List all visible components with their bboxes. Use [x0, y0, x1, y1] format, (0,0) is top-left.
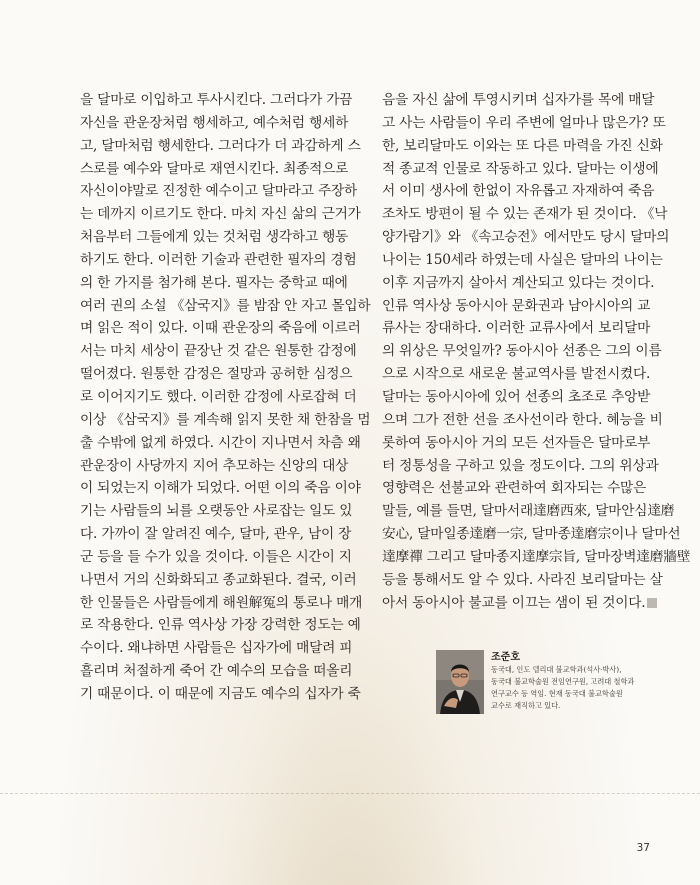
- text-line: 자신을 관운장처럼 행세하고, 예수처럼 행세하: [80, 114, 349, 131]
- text-line: 등을 통해서도 알 수 있다. 사라진 보리달마는 살: [382, 571, 663, 588]
- text-line: 는 데까지 이르기도 한다. 마치 자신 삶의 근거가: [80, 206, 361, 223]
- author-info: [491, 651, 661, 712]
- text-line: 처음부터 그들에게 있는 것처럼 생각하고 행동: [80, 229, 349, 246]
- article-column-right: [382, 89, 691, 614]
- text-line: 의 한 가지를 첨가해 본다. 필자는 중학교 때에: [80, 274, 348, 291]
- text-line: 며 읽은 적이 있다. 이때 관운장의 죽음에 이르러: [80, 320, 361, 337]
- text-line: 달마는 동아시아에 있어 선종의 초조로 추앙받: [382, 388, 651, 405]
- author-bio-line: 연구교수 등 역임. 현재 동국대 불교학술원: [491, 689, 623, 698]
- text-line: 음을 자신 삶에 투영시키며 십자가를 목에 매달: [382, 92, 655, 108]
- author-box: [436, 650, 654, 716]
- text-line: 흘리며 처절하게 죽어 간 예수의 모습을 떠올리: [80, 663, 353, 680]
- text-line: 롯하여 동아시아 거의 모든 선자들은 달마로부: [382, 434, 651, 451]
- text-line: 군 등을 들 수가 있을 것이다. 이들은 시간이 지: [80, 548, 352, 565]
- text-line: 으로 시작으로 새로운 불교역사를 발전시켰다.: [382, 366, 651, 383]
- text-line: 인류 역사상 동아시아 문화권과 남아시아의 교: [382, 297, 651, 314]
- author-photo: [436, 650, 484, 714]
- text-line: 을 달마로 이입하고 투사시킨다. 그러다가 가끔: [80, 92, 353, 108]
- text-line: 서는 마치 세상이 끝장난 것 같은 원통한 감정에: [80, 343, 357, 360]
- text-line: 安心, 달마일종達磨一宗, 달마종達磨宗이나 달마선: [382, 526, 681, 543]
- text-line: 고 사는 사람들이 우리 주변에 얼마나 많은가? 또: [382, 114, 666, 131]
- text-line: 서 이미 생사에 한없이 자유롭고 자재하여 죽음: [382, 183, 655, 200]
- text-line: 류사는 장대하다. 이러한 교류사에서 보리달마: [382, 320, 651, 337]
- text-line: 고, 달마처럼 행세한다. 그러다가 더 과감하게 스: [80, 137, 361, 154]
- text-line: 출 수밖에 없게 하였다. 시간이 지나면서 차츰 왜: [80, 434, 361, 451]
- text-line: 나면서 거의 신화화되고 종교화된다. 결국, 이러: [80, 571, 357, 588]
- text-line: 수이다. 왜냐하면 사람들은 십자가에 매달려 피: [80, 640, 353, 657]
- author-name: 조준호: [491, 652, 520, 663]
- final-sentence: 아서 동아시아 불교를 이끄는 샘이 된 것이다.: [382, 594, 646, 611]
- article-column-left: [80, 89, 371, 706]
- text-line: 적 종교적 인물로 작동하고 있다. 달마는 이생에: [382, 160, 659, 177]
- author-bio-line: 교수로 재직하고 있다.: [491, 701, 561, 710]
- end-of-article-square: [647, 598, 657, 608]
- text-line: 떨어졌다. 원통한 감정은 절망과 공허한 심정으: [80, 366, 353, 383]
- page-number: 37: [636, 842, 650, 854]
- text-line: 한 인물들은 사람들에게 해원解冤의 통로나 매개: [80, 594, 363, 611]
- text-line: 達摩禪 그리고 달마종지達摩宗旨, 달마장벽達磨牆壁: [382, 548, 691, 565]
- footer-divider: [0, 793, 700, 794]
- text-line: 기는 사람들의 뇌를 오랫동안 사로잡는 일도 있: [80, 503, 353, 520]
- text-line: 스로를 예수와 달마로 재연시킨다. 최종적으로: [80, 160, 349, 177]
- author-bio-line: 동국대, 인도 델리대 불교학과(석사·박사),: [491, 665, 622, 674]
- text-line: 이후 지금까지 살아서 계산되고 있다는 것이다.: [382, 274, 655, 291]
- text-line: 한, 보리달마도 이와는 또 다른 마력을 가진 신화: [382, 137, 663, 154]
- author-portrait-image: [436, 650, 484, 714]
- text-line: 자신이야말로 진정한 예수이고 달마라고 주장하: [80, 183, 358, 200]
- text-line: 관운장이 사당까지 지어 추모하는 신앙의 대상: [80, 457, 349, 474]
- author-bio-line: 동국대 불교학술원 전임연구원, 고려대 철학과: [491, 677, 635, 686]
- text-line: 로 작용한다. 인류 역사상 가장 강력한 정도는 예: [80, 617, 361, 634]
- text-line: 조차도 방편이 될 수 있는 존재가 된 것이다. 《낙: [382, 206, 668, 223]
- text-line: 여러 권의 소설 《삼국지》를 밤잠 안 자고 몰입하: [80, 297, 371, 314]
- text-line: 다. 가까이 잘 알려진 예수, 달마, 관우, 남이 장: [80, 526, 352, 543]
- text-line: 의 위상은 무엇일까? 동아시아 선종은 그의 이름: [382, 343, 662, 360]
- text-line: 양가람기》와 《속고승전》에서만도 당시 달마의: [382, 229, 670, 246]
- text-line-final: [382, 592, 644, 615]
- text-line: 하기도 한다. 이러한 기술과 관련한 필자의 경험: [80, 251, 357, 268]
- text-line: 터 정통성을 구하고 있을 정도이다. 그의 위상과: [382, 457, 659, 474]
- text-line: 말들, 예를 들면, 달마서래達磨西來, 달마안심達磨: [382, 503, 675, 520]
- text-line: 기 때문이다. 이 때문에 지금도 예수의 십자가 죽: [80, 685, 361, 702]
- text-line: 나이는 150세라 하였는데 사실은 달마의 나이는: [382, 251, 663, 268]
- text-line: 이상 《삼국지》를 계속해 읽지 못한 채 한참을 멈: [80, 411, 371, 428]
- text-line: 으며 그가 전한 선을 조사선이라 한다. 혜능을 비: [382, 411, 663, 428]
- text-line: 이 되었는지 이해가 되었다. 어떤 이의 죽음 이야: [80, 480, 361, 497]
- text-line: 로 이어지기도 했다. 이러한 감정에 사로잡혀 더: [80, 388, 357, 405]
- text-line: 영향력은 선불교와 관련하여 회자되는 수많은: [382, 480, 647, 497]
